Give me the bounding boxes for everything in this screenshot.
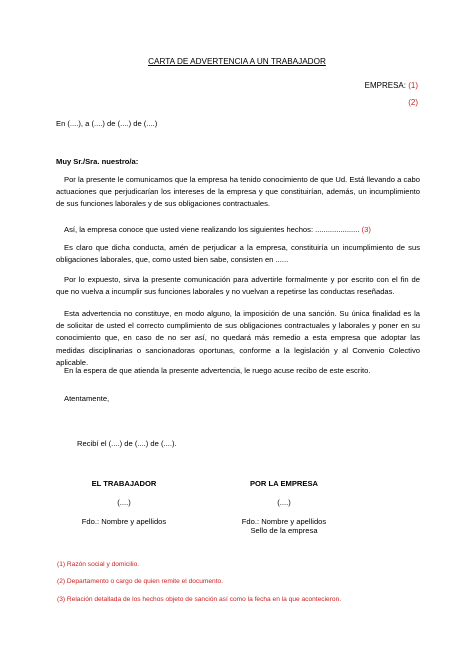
paragraph-6: En la espera de que atienda la presente advertencia, le ruego acuse recibo de este escrito. — [64, 366, 371, 375]
received-line: Recibí el (....) de (....) de (....). — [77, 439, 177, 448]
signature-employee-name: Fdo.: Nombre y apellidos — [81, 517, 167, 526]
paragraph-4: Por lo expuesto, sirva la presente comunicación para advertirle formalmente y por escrito con el fin de que no vuelva a incumplir sus funciones laborales y no vuelvan a repetirse las conductas reseñadas. — [56, 275, 420, 297]
signature-employee-heading: EL TRABAJADOR — [91, 479, 157, 488]
closing: Atentamente, — [64, 394, 110, 403]
signature-company — [224, 479, 344, 535]
signature-company-heading: POR LA EMPRESA — [249, 479, 319, 488]
paragraph-5: Esta advertencia no constituye, en modo alguno, la imposición de una sanción. Su única finalidad es la de solicitar de usted el correcto cumplimiento de sus obligaciones contractuales y laborales y poner en su conocimiento que, en caso de no ser así, no quedará más remedio a esta empresa que adoptar las medidas disciplinarias o sancionadoras oportunas, conforme a la legislación y al Convenio Colectivo aplicable. — [56, 309, 420, 367]
document-title: CARTA DE ADVERTENCIA A UN TRABAJADOR — [148, 57, 326, 66]
date-line: En (....), a (....) de (....) de (....) — [56, 119, 158, 128]
signature-employee-placeholder: (....) — [117, 498, 131, 507]
signature-company-stamp: Sello de la empresa — [250, 526, 318, 535]
company-line — [365, 81, 418, 90]
paragraph-2-text: Así, la empresa conoce que usted viene realizando los siguientes hechos: ..................... — [64, 225, 362, 234]
footnote-3: (3) Relación detallada de los hechos objeto de sanción así como la fecha en la que acontecieron. — [57, 596, 342, 603]
greeting: Muy Sr./Sra. nuestro/a: — [56, 157, 139, 166]
signature-company-name: Fdo.: Nombre y apellidos — [241, 517, 327, 526]
signature-employee — [64, 479, 184, 526]
footnote-2: (2) Departamento o cargo de quien remite el documento. — [57, 578, 224, 585]
signature-company-placeholder: (....) — [277, 498, 291, 507]
footnote-1: (1) Razón social y domicilio. — [57, 561, 140, 568]
paragraph-1: Por la presente le comunicamos que la empresa ha tenido conocimiento de que Ud. Está llevando a cabo actuaciones que perjudicarían los intereses de la empresa y que constituirían, además, un incumplimiento de sus funciones laborales y de sus obligaciones contractuales. — [56, 175, 420, 209]
department-reference: (2) — [408, 98, 418, 107]
company-reference: (1) — [408, 81, 418, 90]
company-label: EMPRESA: — [364, 81, 406, 90]
paragraph-2 — [56, 224, 420, 236]
paragraph-3: Es claro que dicha conducta, amén de perjudicar a la empresa, constituiría un incumplimiento de sus obligaciones laborales, que, como usted bien sabe, consisten en ...... — [56, 243, 420, 265]
facts-reference: (3) — [361, 225, 371, 234]
